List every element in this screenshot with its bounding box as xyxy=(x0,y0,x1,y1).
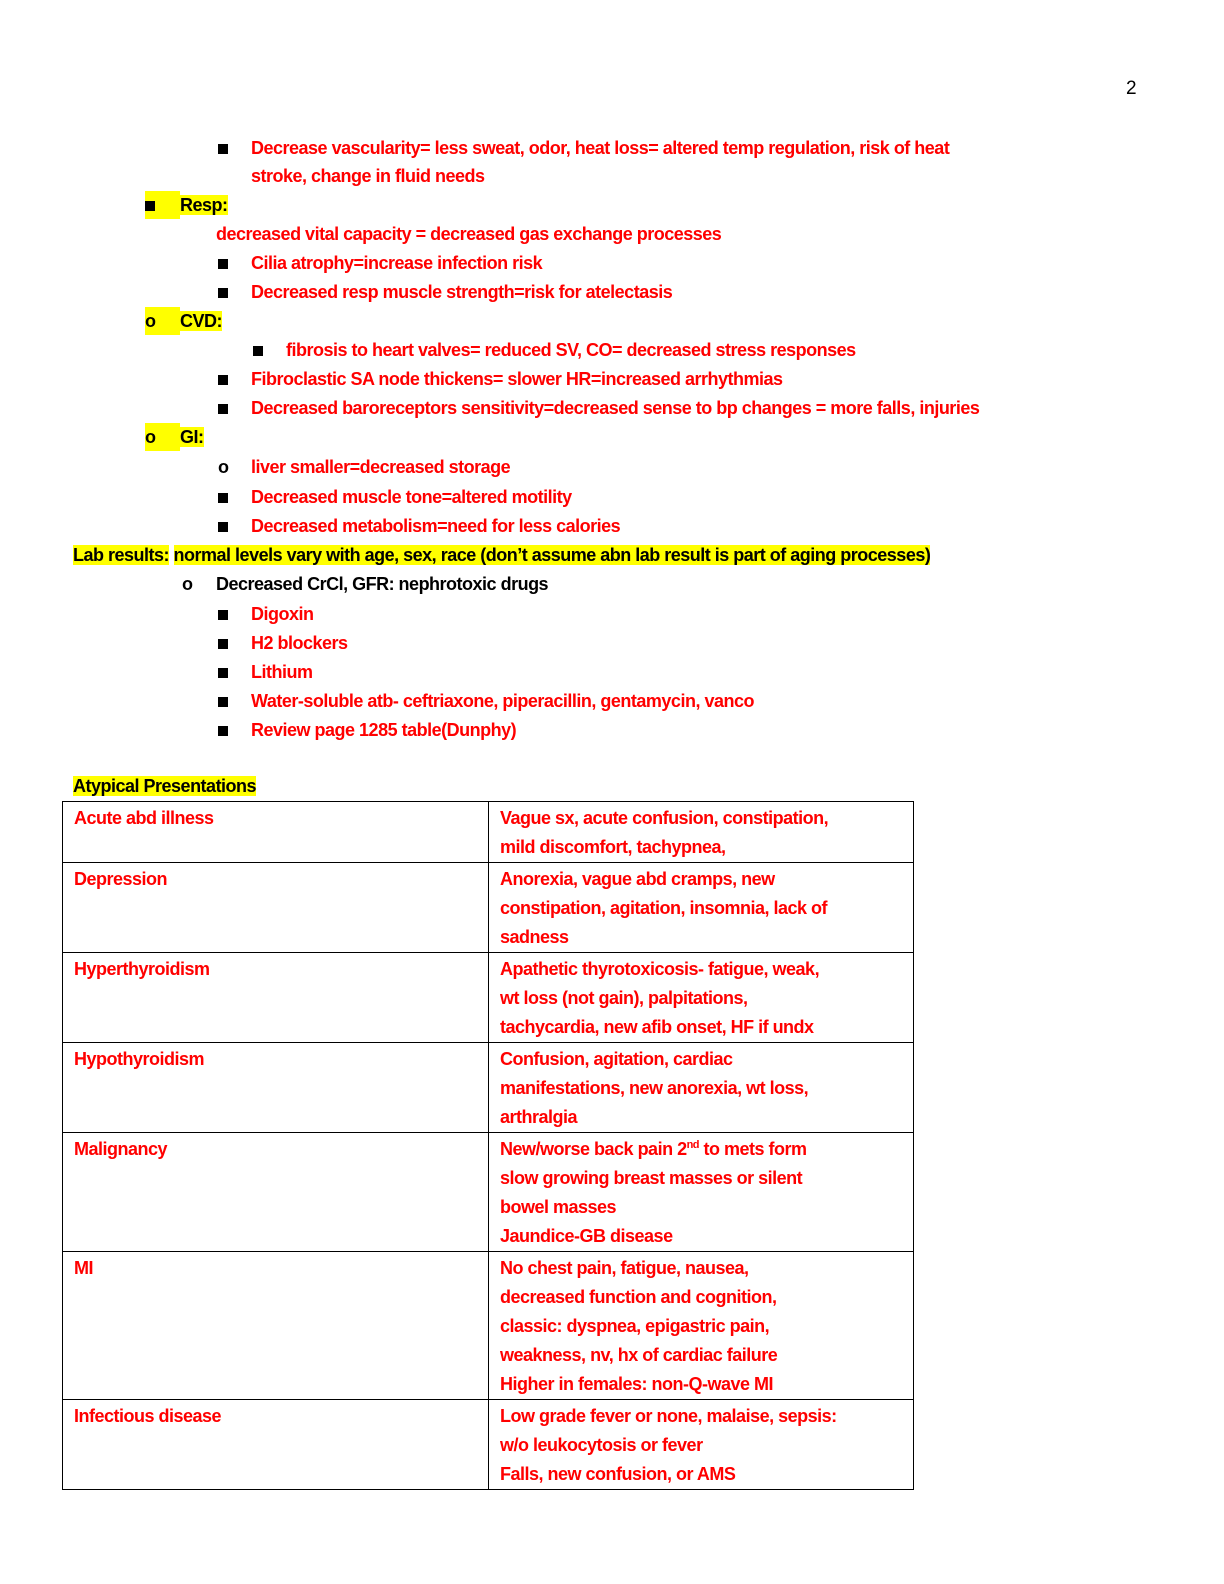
presentation-line: Vague sx, acute confusion, constipation, xyxy=(500,808,829,828)
square-bullet-icon xyxy=(218,629,228,657)
line-text: Lithium xyxy=(251,662,313,682)
presentation-cell xyxy=(489,863,914,953)
text: New/worse back pain 2 xyxy=(500,1139,687,1159)
table-row xyxy=(63,1043,914,1133)
line-text: decreased vital capacity = decreased gas exchange processes xyxy=(216,224,722,244)
outline-line xyxy=(180,191,228,219)
table-title: Atypical Presentations xyxy=(73,776,257,796)
square-bullet-icon xyxy=(218,512,228,540)
circle-bullet-icon: o xyxy=(145,423,180,451)
outline-line xyxy=(251,687,754,715)
presentation-line: Anorexia, vague abd cramps, new xyxy=(500,869,775,889)
presentation-line: mild discomfort, tachypnea, xyxy=(500,837,726,857)
outline-line xyxy=(251,453,510,481)
outline-line xyxy=(73,541,930,569)
outline-line xyxy=(251,278,672,306)
outline-line xyxy=(216,220,721,248)
presentation-line: decreased function and cognition, xyxy=(500,1287,777,1307)
outline-line xyxy=(251,134,949,162)
square-bullet-icon xyxy=(218,278,228,306)
text: to mets form xyxy=(699,1139,807,1159)
line-text: Cilia atrophy=increase infection risk xyxy=(251,253,543,273)
line-text: Decreased CrCl, GFR: nephrotoxic drugs xyxy=(216,574,549,594)
table-row xyxy=(63,1252,914,1400)
presentation-line: classic: dyspnea, epigastric pain, xyxy=(500,1316,770,1336)
outline-line xyxy=(251,512,620,540)
outline-line xyxy=(251,394,979,422)
outline-line xyxy=(251,658,313,686)
presentation-cell xyxy=(489,1043,914,1133)
outline-line xyxy=(251,600,314,628)
outline-line xyxy=(180,423,204,451)
square-bullet-icon xyxy=(218,394,228,422)
line-text: fibrosis to heart valves= reduced SV, CO= decreased stress responses xyxy=(286,340,856,360)
square-bullet-icon xyxy=(218,716,228,744)
presentation-line: weakness, nv, hx of cardiac failure xyxy=(500,1345,778,1365)
presentation-line: bowel masses xyxy=(500,1197,617,1217)
condition-cell: Malignancy xyxy=(63,1133,489,1252)
square-bullet-icon xyxy=(218,687,228,715)
square-bullet-icon xyxy=(218,658,228,686)
presentation-line: constipation, agitation, insomnia, lack of xyxy=(500,898,828,918)
line-text: Decreased baroreceptors sensitivity=decreased sense to bp changes = more falls, injuries xyxy=(251,398,980,418)
line-text: normal levels vary with age, sex, race (don’t assume abn lab result is part of aging processes) xyxy=(173,545,931,565)
outline-line xyxy=(216,570,548,598)
presentation-line: Higher in females: non-Q-wave MI xyxy=(500,1374,774,1394)
line-text: Review page 1285 table(Dunphy) xyxy=(251,720,517,740)
presentation-line: sadness xyxy=(500,927,569,947)
outline-line xyxy=(251,629,348,657)
square-bullet-icon xyxy=(218,249,228,277)
condition-cell: Depression xyxy=(63,863,489,953)
presentation-line: Low grade fever or none, malaise, sepsis: xyxy=(500,1406,837,1426)
condition-cell: Hyperthyroidism xyxy=(63,953,489,1043)
table-row xyxy=(63,863,914,953)
outline-line xyxy=(180,307,222,335)
circle-bullet-icon: o xyxy=(182,574,193,594)
square-bullet-icon xyxy=(253,336,263,364)
outline-line xyxy=(251,716,516,744)
outline-line xyxy=(251,365,783,393)
outline-line xyxy=(286,336,856,364)
presentation-line: Falls, new confusion, or AMS xyxy=(500,1464,736,1484)
presentation-line: No chest pain, fatigue, nausea, xyxy=(500,1258,749,1278)
line-text: Decreased muscle tone=altered motility xyxy=(251,487,572,507)
line-text: Decrease vascularity= less sweat, odor, heat loss= altered temp regulation, risk of heat xyxy=(251,138,950,158)
presentation-cell xyxy=(489,1252,914,1400)
table-row xyxy=(63,953,914,1043)
lab-results-label: Lab results: xyxy=(73,545,170,565)
condition-cell: Acute abd illness xyxy=(63,802,489,863)
presentation-line: Jaundice-GB disease xyxy=(500,1226,673,1246)
line-text: Decreased metabolism=need for less calories xyxy=(251,516,621,536)
line-text: GI: xyxy=(180,427,204,447)
condition-cell: Hypothyroidism xyxy=(63,1043,489,1133)
condition-cell: MI xyxy=(63,1252,489,1400)
superscript: nd xyxy=(686,1139,700,1151)
line-text: Fibroclastic SA node thickens= slower HR=increased arrhythmias xyxy=(251,369,783,389)
outline-line xyxy=(251,483,572,511)
page-number: 2 xyxy=(1126,78,1137,99)
presentation-cell xyxy=(489,953,914,1043)
line-text: Resp: xyxy=(180,195,228,215)
presentation-line: Apathetic thyrotoxicosis- fatigue, weak, xyxy=(500,959,820,979)
presentation-line: arthralgia xyxy=(500,1107,578,1127)
circle-bullet-icon: o xyxy=(145,307,180,335)
table-row xyxy=(63,1400,914,1490)
square-bullet-icon xyxy=(218,365,228,393)
presentation-cell xyxy=(489,802,914,863)
line-text: Water-soluble atb- ceftriaxone, piperacillin, gentamycin, vanco xyxy=(251,691,754,711)
line-text: CVD: xyxy=(180,311,222,331)
presentation-line: slow growing breast masses or silent xyxy=(500,1168,803,1188)
line-text: stroke, change in fluid needs xyxy=(251,166,485,186)
line-text: liver smaller=decreased storage xyxy=(251,457,511,477)
line-text: H2 blockers xyxy=(251,633,348,653)
square-bullet-icon xyxy=(218,134,228,162)
presentation-line: wt loss (not gain), palpitations, xyxy=(500,988,748,1008)
presentation-line: tachycardia, new afib onset, HF if undx xyxy=(500,1017,814,1037)
presentation-line: Confusion, agitation, cardiac xyxy=(500,1049,733,1069)
atypical-presentations-table xyxy=(62,801,914,1490)
circle-bullet-icon: o xyxy=(218,457,229,477)
table-row xyxy=(63,802,914,863)
outline-line xyxy=(251,249,542,277)
presentation-line xyxy=(500,1135,903,1164)
presentation-line: manifestations, new anorexia, wt loss, xyxy=(500,1078,809,1098)
presentation-cell xyxy=(489,1400,914,1490)
line-text: Digoxin xyxy=(251,604,314,624)
presentation-line: w/o leukocytosis or fever xyxy=(500,1435,703,1455)
table-row xyxy=(63,1133,914,1252)
line-text: Decreased resp muscle strength=risk for atelectasis xyxy=(251,282,673,302)
square-bullet-icon xyxy=(218,483,228,511)
condition-cell: Infectious disease xyxy=(63,1400,489,1490)
square-bullet-icon xyxy=(145,191,180,219)
outline-line xyxy=(251,162,485,190)
presentation-cell xyxy=(489,1133,914,1252)
square-bullet-icon xyxy=(218,600,228,628)
